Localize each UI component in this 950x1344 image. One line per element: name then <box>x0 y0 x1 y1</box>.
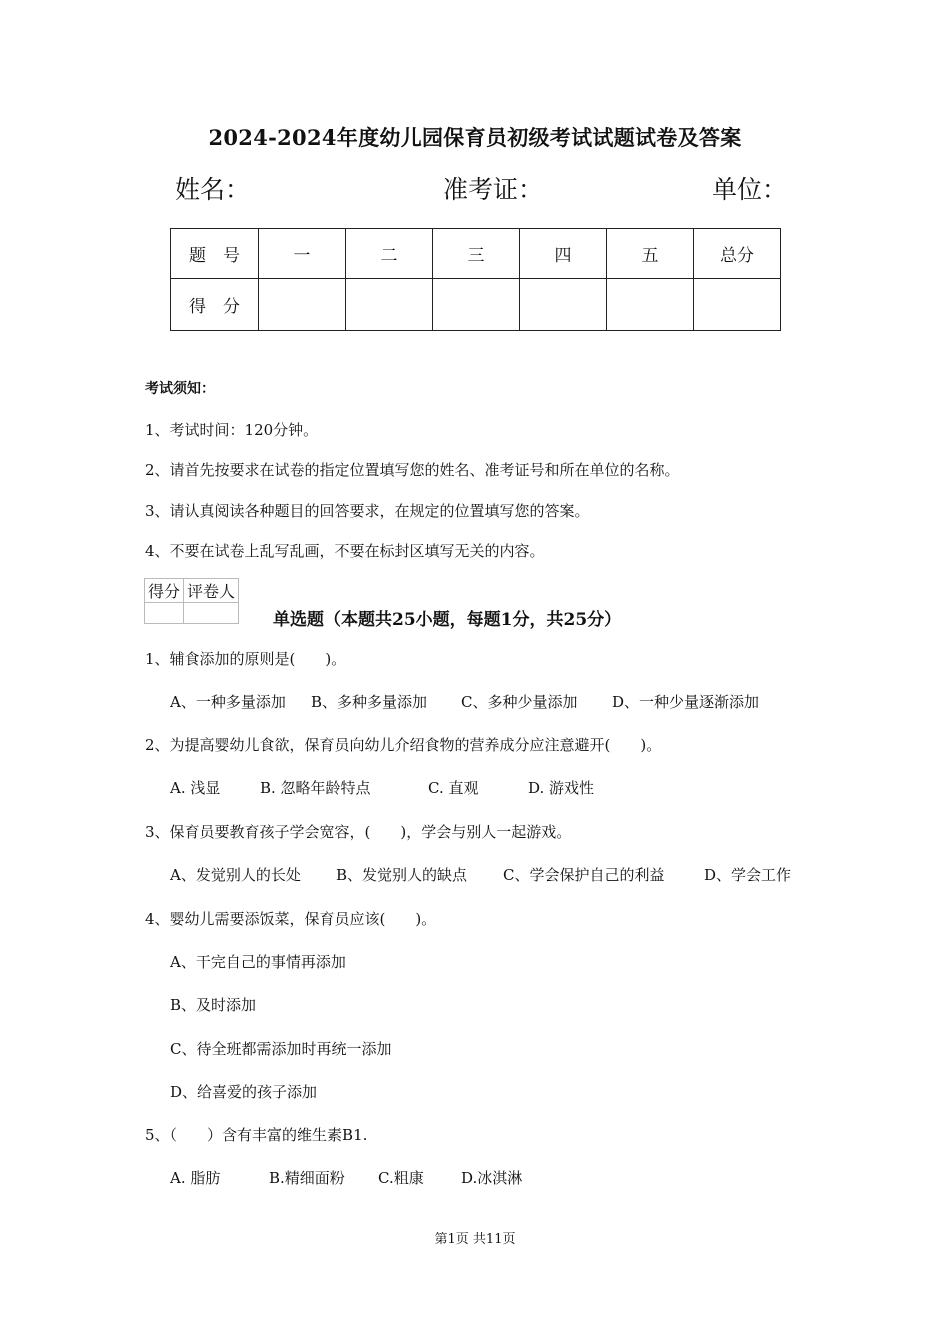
grader-box <box>144 578 239 624</box>
document-title: 2024-2024年度幼儿园保育员初级考试试题试卷及答案 <box>208 125 742 150</box>
option: C、多种少量添加 <box>461 693 578 711</box>
unit-field-label: 单位： <box>712 175 788 204</box>
section-title: 单选题（本题共25小题，每题1分，共25分） <box>273 610 622 630</box>
score-header-cell: 一 <box>259 229 346 279</box>
option: C.粗康 <box>378 1169 424 1187</box>
notice-heading: 考试须知： <box>145 381 215 397</box>
page-footer: 第1页 共11页 <box>434 1232 516 1247</box>
exam-id-field-label: 准考证： <box>443 175 544 204</box>
option: D、学会工作 <box>704 866 792 884</box>
option: D.冰淇淋 <box>461 1169 523 1187</box>
question-1: 1、辅食添加的原则是( )。 <box>145 650 347 668</box>
grader-name-cell[interactable] <box>184 603 239 624</box>
score-header-cell: 题 号 <box>171 229 259 279</box>
score-table <box>170 228 781 331</box>
score-header-cell: 总分 <box>694 229 781 279</box>
score-cell[interactable] <box>433 279 520 331</box>
question-4: 4、婴幼儿需要添饭菜，保育员应该( )。 <box>145 910 437 928</box>
option: D、给喜爱的孩子添加 <box>170 1083 318 1101</box>
option: C、待全班都需添加时再统一添加 <box>170 1040 392 1058</box>
score-row-label: 得 分 <box>171 279 259 331</box>
score-cell[interactable] <box>694 279 781 331</box>
notice-item: 3、请认真阅读各种题目的回答要求，在规定的位置填写您的答案。 <box>145 502 590 520</box>
option: A. 脂肪 <box>170 1169 221 1187</box>
option: B. 忽略年龄特点 <box>260 779 371 797</box>
score-cell[interactable] <box>520 279 607 331</box>
notice-item: 2、请首先按要求在试卷的指定位置填写您的姓名、准考证号和所在单位的名称。 <box>145 461 680 479</box>
name-field-label: 姓名： <box>175 175 251 204</box>
option: A、发觉别人的长处 <box>170 866 301 884</box>
grader-score-cell[interactable] <box>145 603 184 624</box>
score-cell[interactable] <box>607 279 694 331</box>
option: A、干完自己的事情再添加 <box>170 953 346 971</box>
score-header-cell: 五 <box>607 229 694 279</box>
score-table-header-row <box>171 229 781 279</box>
question-2: 2、为提高婴幼儿食欲，保育员向幼儿介绍食物的营养成分应注意避开( )。 <box>145 736 662 754</box>
notice-item: 4、不要在试卷上乱写乱画，不要在标封区填写无关的内容。 <box>145 542 545 560</box>
score-table-score-row <box>171 279 781 331</box>
option: B、及时添加 <box>170 996 257 1014</box>
option: C. 直观 <box>428 779 479 797</box>
option: B、多种多量添加 <box>311 693 428 711</box>
score-header-cell: 四 <box>520 229 607 279</box>
score-header-cell: 二 <box>346 229 433 279</box>
score-cell[interactable] <box>346 279 433 331</box>
option: A、一种多量添加 <box>170 693 286 711</box>
option: B.精细面粉 <box>269 1169 345 1187</box>
grader-name-label: 评卷人 <box>184 579 239 603</box>
question-5: 5、（ ）含有丰富的维生素B1. <box>145 1126 368 1144</box>
option: C、学会保护自己的利益 <box>503 866 665 884</box>
option: B、发觉别人的缺点 <box>336 866 468 884</box>
score-cell[interactable] <box>259 279 346 331</box>
grader-score-label: 得分 <box>145 579 184 603</box>
question-3: 3、保育员要教育孩子学会宽容，( )，学会与别人一起游戏。 <box>145 823 572 841</box>
option: D. 游戏性 <box>528 779 595 797</box>
notice-item: 1、考试时间：120分钟。 <box>145 421 319 439</box>
score-header-cell: 三 <box>433 229 520 279</box>
option: A. 浅显 <box>170 779 221 797</box>
option: D、一种少量逐渐添加 <box>612 693 760 711</box>
